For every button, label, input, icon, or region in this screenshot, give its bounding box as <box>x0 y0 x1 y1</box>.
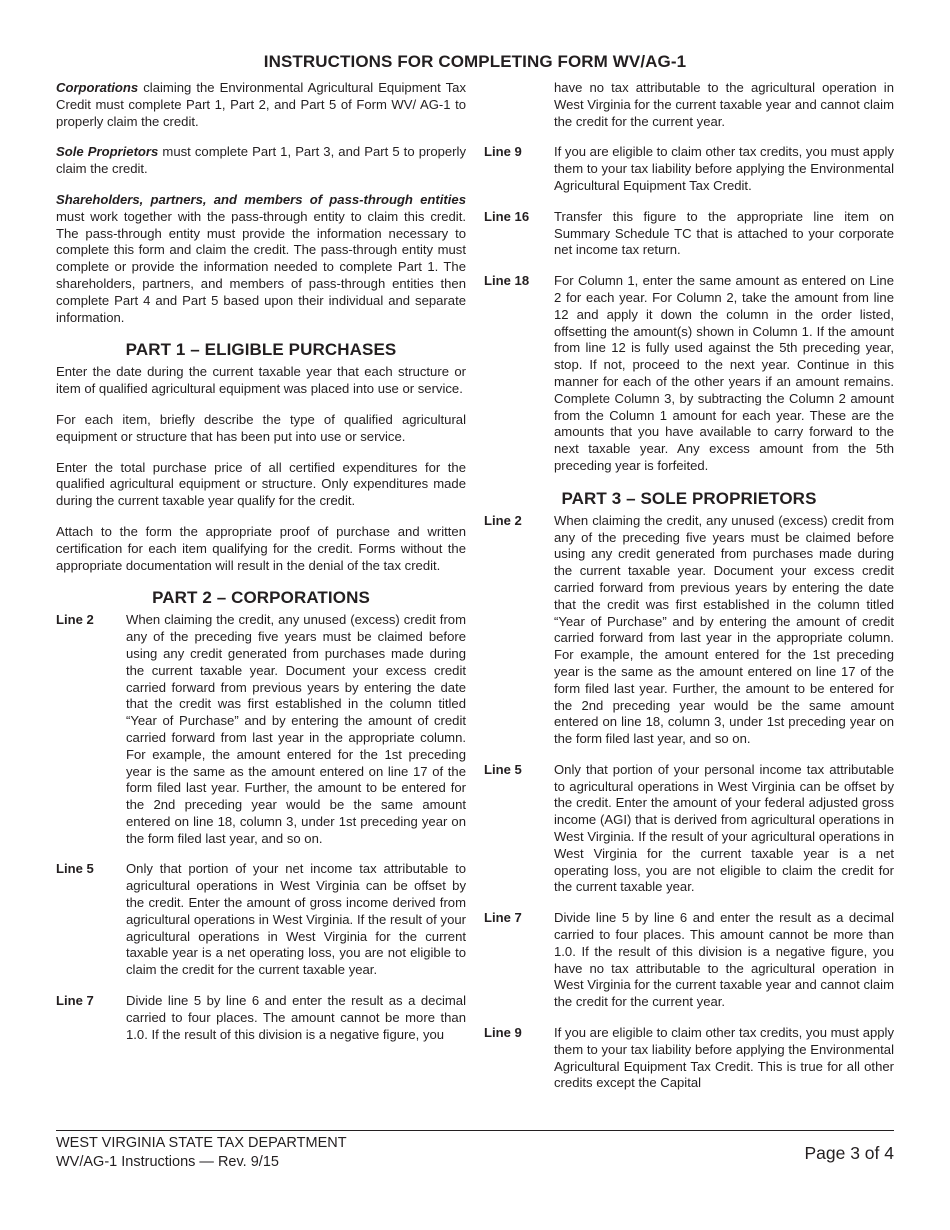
footer-agency: WEST VIRGINIA STATE TAX DEPARTMENT <box>56 1135 347 1151</box>
part2-line-2 <box>56 612 466 847</box>
line-label: Line 18 <box>484 273 530 289</box>
line-label: Line 2 <box>484 512 522 528</box>
line-label: Line 7 <box>484 910 522 926</box>
part3-line-5 <box>484 762 894 896</box>
line-label: Line 2 <box>56 612 94 628</box>
line-label: Line 9 <box>484 1025 522 1041</box>
intro-lead: Shareholders, partners, and members of pass-through entities <box>56 191 466 207</box>
part3-heading: PART 3 – SOLE PROPRIETORS <box>561 488 817 508</box>
line-label: Line 7 <box>56 993 94 1009</box>
line-text: Divide line 5 by line 6 and enter the result as a decimal carried to four places. This amount cannot be more than 1.0. If the result of this division is a negative figure, you have no tax attributable to the agricultural operation in West Virginia for the current taxable year and cannot claim the credit for the current year. <box>554 910 894 1010</box>
intro-lead: Corporations <box>56 80 139 95</box>
intro-pass-through <box>56 192 466 326</box>
part1-paragraph: For each item, briefly describe the type of qualified agricultural equipment or structure that has been put into use or service. <box>56 411 466 444</box>
left-column <box>56 80 466 1057</box>
line-text: For Column 1, enter the same amount as entered on Line 2 for each year. For Column 2, take the amount from line 12 and apply it down the column in the order listed, offsetting the amount(s) shown in Column 1. If the amount from line 12 is fully used against the 5th preceding year, stop. If not, proceed to the next year. Continue in this manner for each of the other years if an amount remains. Complete Column 3, by subtracting the Column 2 amount from the Column 1 amount for each year. These are the amounts that you have available to carry forward to the next taxable year. Any excess amount from the 5th preceding year is forfeited. <box>554 273 894 473</box>
part2-line-18 <box>484 273 894 475</box>
line-text: When claiming the credit, any unused (excess) credit from any of the preceding five years must be claimed before using any credit generated from purchases made during the current taxable year. Document your excess credit carried forward from previous years by entering the date that the credit was first established in the column titled “Year of Purchase” and by entering the amount of credit carried forward from last year in the appropriate column. For example, the amount entered for the 1st preceding year is the same as the amount entered on line 17 of the form filed last year. Further, the amount to be entered for the 2nd preceding year would be the same amount entered on line 18, column 3, under 1st preceding year on the form filed last year, and so on. <box>126 612 466 846</box>
line-label: Line 16 <box>484 208 530 224</box>
intro-lead: Sole Proprietors <box>56 144 159 160</box>
part1-paragraph: Attach to the form the appropriate proof of purchase and written certification for each item qualifying for the credit. Forms without the appropriate documentation will result in the denial of the tax credit. <box>56 523 466 573</box>
footer-divider <box>56 1130 894 1131</box>
footer-agency-block <box>56 1134 347 1172</box>
line-text: Only that portion of your personal income tax attributable to agricultural operations in West Virginia can be offset by the credit. Enter the amount of your federal adjusted gross income (AGI) that is derived from agricultural operations in West Virginia. If the result of your agricultural operations in West Virginia for the current taxable year is a net operating loss, you are not eligible to claim the credit for the current taxable year. <box>554 761 894 895</box>
line-text: Transfer this figure to the appropriate line item on Summary Schedule TC that is attached to your corporate net income tax return. <box>554 208 894 258</box>
intro-text: must work together with the pass-through entity to claim this credit. The pass-through entity must provide the information necessary to complete this form and claim the credit. The pass-through entity must complete or provide the information needed to complete Part 1. The shareholders, partners, and members of pass-through entities then complete Part 4 and Part 5 based upon their individual and separate information. <box>56 208 466 325</box>
line-text: Only that portion of your net income tax attributable to agricultural operations in West Virginia can be offset by the credit. Enter the amount of gross income derived from agricultural operations in West Virginia. If the result of your agricultural operations in West Virginia for the current taxable year is a net operating loss, you are not eligible to claim the credit for the current taxable year. <box>126 861 466 978</box>
intro-text: claiming the Environmental Agricultural Equipment Tax Credit must complete Part 1, Part 2, and Part 5 of Form WV/ AG-1 to properly claim the credit. <box>56 80 466 129</box>
line-label: Line 5 <box>56 861 94 877</box>
page-title: INSTRUCTIONS FOR COMPLETING FORM WV/AG-1 <box>263 52 687 71</box>
part1-heading: PART 1 – ELIGIBLE PURCHASES <box>125 340 397 360</box>
right-column <box>484 80 894 1106</box>
line-text: If you are eligible to claim other tax credits, you must apply them to your tax liability before applying the Environmental Agricultural Equipment Tax Credit. This is true for all other credits except the Capital <box>554 1025 894 1091</box>
line-text: Divide line 5 by line 6 and enter the result as a decimal carried to four places. The amount cannot be more than 1.0. If the result of this division is a negative figure, you <box>126 993 466 1042</box>
part2-line-5 <box>56 861 466 979</box>
line-text: If you are eligible to claim other tax credits, you must apply them to your tax liability before applying the Environmental Agricultural Equipment Tax Credit. <box>554 144 894 193</box>
line-label: Line 9 <box>484 144 522 160</box>
part1-paragraph: Enter the total purchase price of all certified expenditures for the qualified agricultural equipment or structure. Only expenditures made during the current taxable year qualify for the credit. <box>56 459 466 509</box>
part2-heading: PART 2 – CORPORATIONS <box>152 588 370 608</box>
part2-line-9 <box>484 144 894 194</box>
part2-line-7 <box>56 993 466 1043</box>
part3-line-2 <box>484 513 894 748</box>
intro-text: must complete Part 1, Part 3, and Part 5 to properly claim the credit. <box>56 144 466 177</box>
part3-line-7 <box>484 910 894 1011</box>
part2-line-16 <box>484 209 894 259</box>
part3-line-9 <box>484 1025 894 1092</box>
page-number: Page 3 of 4 <box>804 1143 894 1163</box>
line-text: When claiming the credit, any unused (excess) credit from any of the preceding five years must be claimed before using any credit generated from purchases made during the current taxable year. Document your excess credit carried forward from previous years by entering the date that the credit was first established in the column titled “Year of Purchase” and by entering the amount of credit carried forward from last year in the appropriate column. For example, the amount entered for the 1st preceding year is the same as the amount entered on line 17 of the form filed last year. Further, the amount to be entered for the 2nd preceding year would be the same amount entered on line 18, column 3, under 1st preceding year on the form filed last year, and so on. <box>554 512 894 747</box>
part2-line-7-continued: have no tax attributable to the agricultural operation in West Virginia for the current taxable year and cannot claim the credit for the current year. <box>554 80 894 129</box>
intro-sole-proprietors <box>56 144 466 178</box>
line-label: Line 5 <box>484 761 522 777</box>
intro-corporations <box>56 80 466 130</box>
footer-form-revision: WV/AG-1 Instructions — Rev. 9/15 <box>56 1154 279 1170</box>
part1-paragraph: Enter the date during the current taxable year that each structure or item of qualified agricultural equipment was placed into use or service. <box>56 364 466 397</box>
